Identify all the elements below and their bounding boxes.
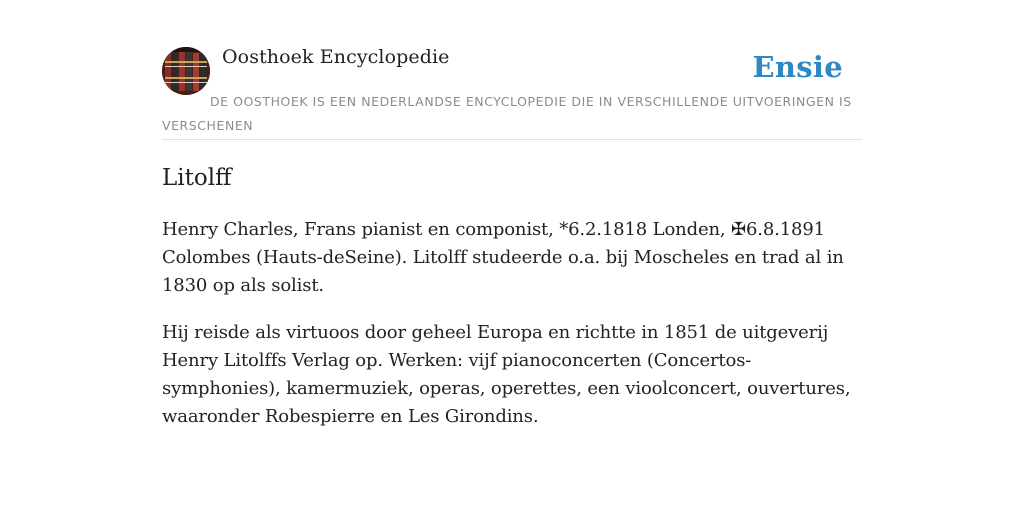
encyclopedia-books-icon[interactable] bbox=[162, 47, 210, 95]
site-header bbox=[162, 40, 862, 140]
ensie-logo-link[interactable]: Ensie bbox=[752, 50, 843, 84]
site-title-link[interactable]: Oosthoek Encyclopedie bbox=[222, 46, 450, 68]
article-title: Litolff bbox=[162, 165, 232, 191]
article-paragraph-1: Henry Charles, Frans pianist en componist, *6.2.1818 Londen, ✠6.8.1891 Colombes (Hauts-deSeine). Litolff studeerde o.a. bij Moscheles en trad al in 1830 op als solist. bbox=[162, 219, 844, 296]
article bbox=[162, 160, 862, 431]
site-tagline: DE OOSTHOEK IS EEN NEDERLANDSE ENCYCLOPEDIE DIE IN VERSCHILLENDE UITVOERINGEN IS VERSCHENEN bbox=[162, 94, 852, 133]
article-paragraph-2: Hij reisde als virtuoos door geheel Europa en richtte in 1851 de uitgeverij Henry Litolffs Verlag op. Werken: vijf pianoconcerten (Concertos-symphonies), kamermuziek, operas, operettes, een vioolconcert, ouvertures, waaronder Robespierre en Les Girondins. bbox=[162, 322, 851, 427]
